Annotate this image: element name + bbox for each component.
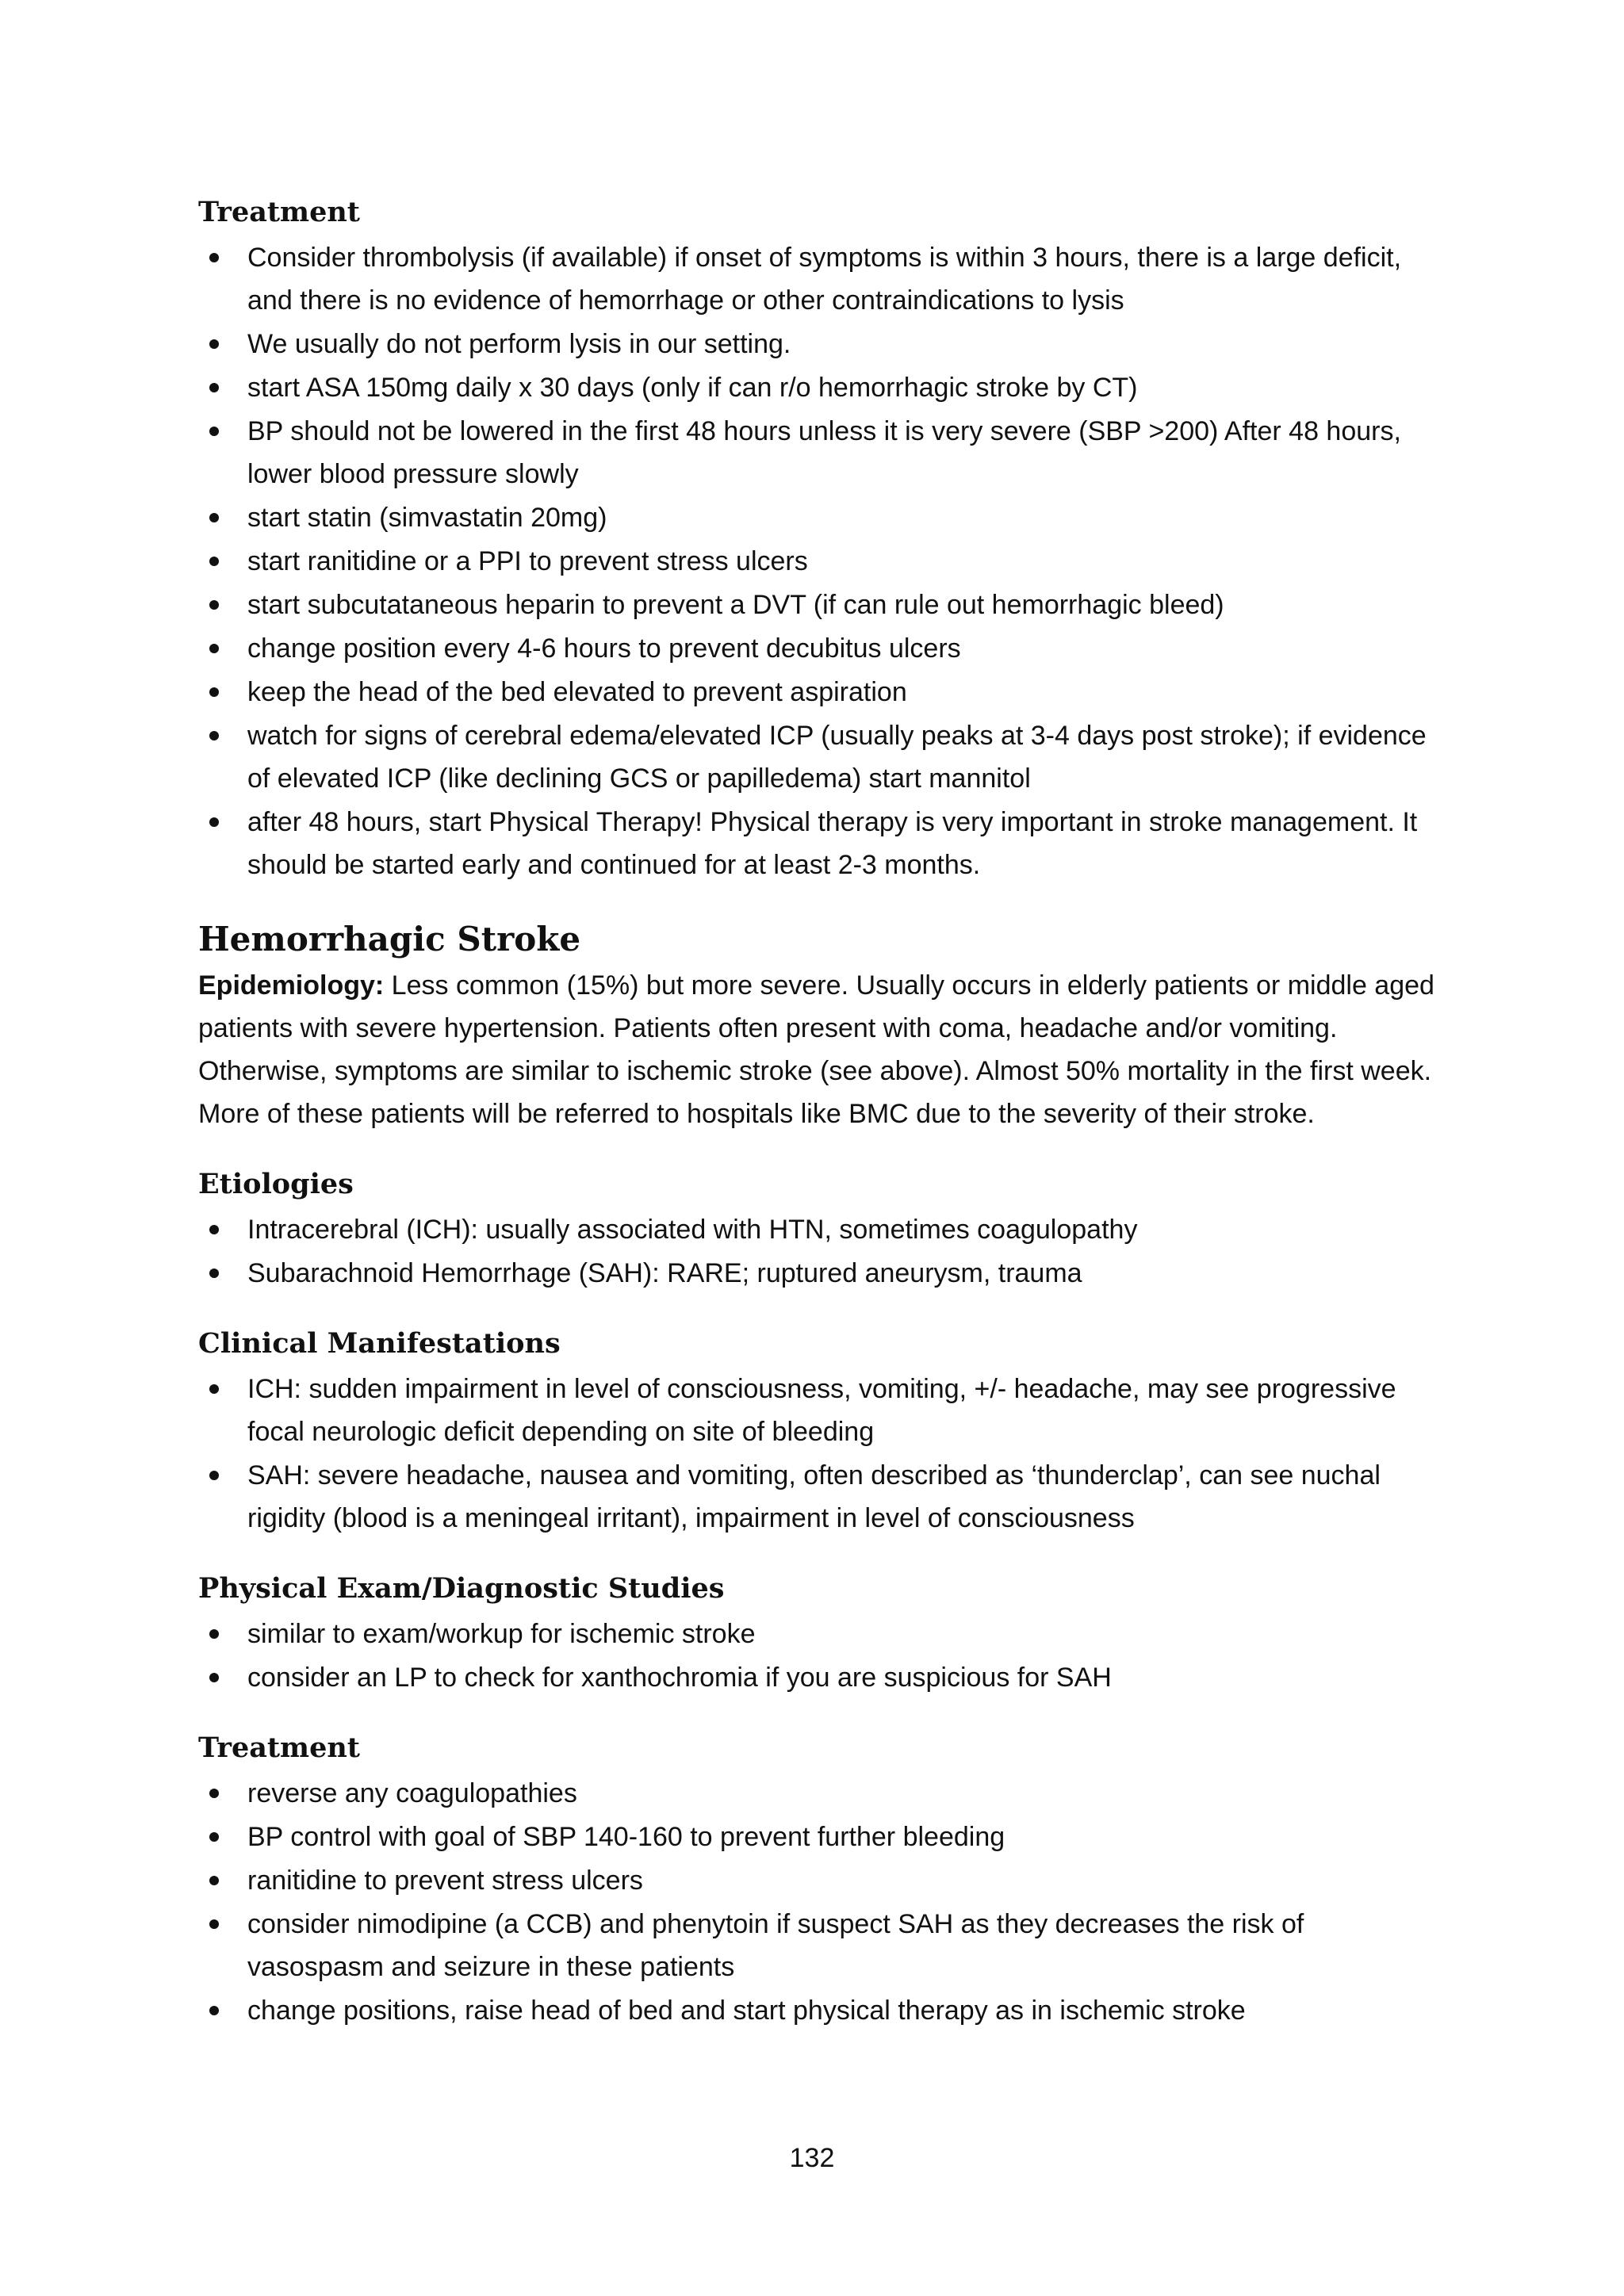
list-item: consider nimodipine (a CCB) and phenytoin if suspect SAH as they decreases the risk of vasospasm and seizure in these patients bbox=[198, 1903, 1435, 1988]
epidemiology-text: Less common (15%) but more severe. Usually occurs in elderly patients or middle aged patients with severe hypertension. Patients often present with coma, headache and/or vomiting. Otherwise, symptoms are similar to ischemic stroke (see above). Almost 50% mortality in the first week. More of these patients will be referred to hospitals like BMC due to the severity of their stroke. bbox=[198, 970, 1434, 1129]
list-item: Intracerebral (ICH): usually associated with HTN, sometimes coagulopathy bbox=[198, 1208, 1435, 1251]
ischemic-treatment-heading: Treatment bbox=[198, 196, 360, 228]
list-item: change position every 4-6 hours to prevent decubitus ulcers bbox=[198, 627, 1435, 670]
list-item: Subarachnoid Hemorrhage (SAH): RARE; ruptured aneurysm, trauma bbox=[198, 1252, 1435, 1295]
hemorrhagic-treatment-list bbox=[198, 1772, 1435, 2032]
list-item: keep the head of the bed elevated to prevent aspiration bbox=[198, 671, 1435, 714]
etiologies-heading: Etiologies bbox=[198, 1168, 354, 1200]
etiologies-list bbox=[198, 1208, 1435, 1295]
list-item: BP control with goal of SBP 140-160 to prevent further bleeding bbox=[198, 1816, 1435, 1858]
physical-exam-list bbox=[198, 1613, 1435, 1699]
list-item: start ASA 150mg daily x 30 days (only if can r/o hemorrhagic stroke by CT) bbox=[198, 366, 1435, 409]
list-item: ranitidine to prevent stress ulcers bbox=[198, 1859, 1435, 1902]
clinical-manifestations-heading: Clinical Manifestations bbox=[198, 1327, 561, 1360]
list-item: start ranitidine or a PPI to prevent stress ulcers bbox=[198, 540, 1435, 583]
ischemic-treatment-list bbox=[198, 236, 1435, 886]
page-number: 132 bbox=[789, 2143, 835, 2173]
epidemiology-label: Epidemiology: bbox=[198, 970, 385, 1001]
hemorrhagic-stroke-title: Hemorrhagic Stroke bbox=[198, 920, 581, 959]
clinical-manifestations-list bbox=[198, 1368, 1435, 1540]
list-item: watch for signs of cerebral edema/elevated ICP (usually peaks at 3-4 days post stroke); if evidence of elevated ICP (like declining GCS or papilledema) start mannitol bbox=[198, 714, 1435, 800]
epidemiology-paragraph bbox=[198, 964, 1435, 1135]
list-item: SAH: severe headache, nausea and vomiting, often described as ‘thunderclap’, can see nuchal rigidity (blood is a meningeal irritant), impairment in level of consciousness bbox=[198, 1454, 1435, 1540]
list-item: start subcutataneous heparin to prevent a DVT (if can rule out hemorrhagic bleed) bbox=[198, 584, 1435, 626]
hemorrhagic-treatment-heading: Treatment bbox=[198, 1732, 360, 1764]
list-item: change positions, raise head of bed and start physical therapy as in ischemic stroke bbox=[198, 1989, 1435, 2032]
list-item: We usually do not perform lysis in our setting. bbox=[198, 323, 1435, 365]
list-item: Consider thrombolysis (if available) if onset of symptoms is within 3 hours, there is a large deficit, and there is no evidence of hemorrhage or other contraindications to lysis bbox=[198, 236, 1435, 322]
list-item: consider an LP to check for xanthochromia if you are suspicious for SAH bbox=[198, 1656, 1435, 1699]
list-item: reverse any coagulopathies bbox=[198, 1772, 1435, 1815]
physical-exam-heading: Physical Exam/Diagnostic Studies bbox=[198, 1572, 725, 1605]
list-item: ICH: sudden impairment in level of consciousness, vomiting, +/- headache, may see progressive focal neurologic deficit depending on site of bleeding bbox=[198, 1368, 1435, 1453]
list-item: BP should not be lowered in the first 48 hours unless it is very severe (SBP >200) After 48 hours, lower blood pressure slowly bbox=[198, 410, 1435, 496]
list-item: similar to exam/workup for ischemic stroke bbox=[198, 1613, 1435, 1655]
list-item: start statin (simvastatin 20mg) bbox=[198, 496, 1435, 539]
document-page bbox=[198, 195, 1435, 2033]
list-item: after 48 hours, start Physical Therapy! Physical therapy is very important in stroke management. It should be started early and continued for at least 2-3 months. bbox=[198, 801, 1435, 886]
